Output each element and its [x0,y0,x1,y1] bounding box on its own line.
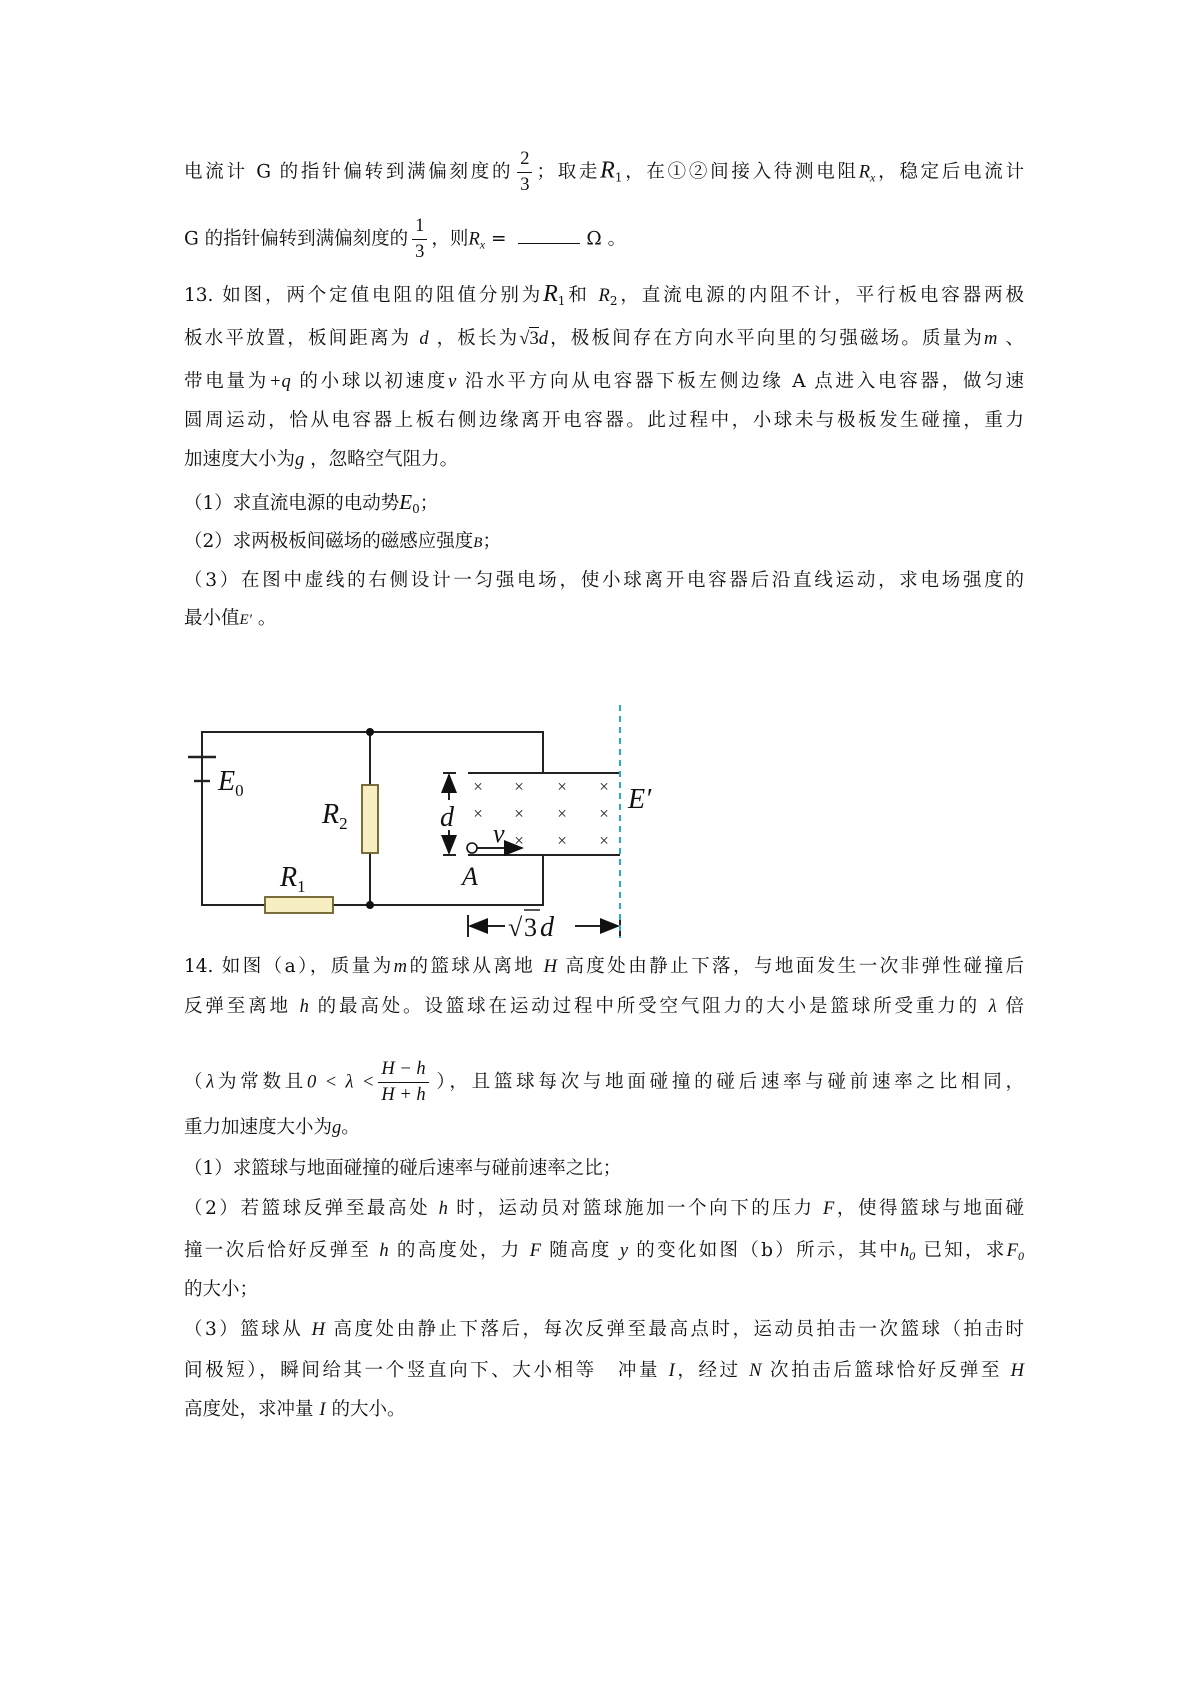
label-v: v [493,819,505,848]
svg-text:3: 3 [524,913,537,942]
sqrt3-d: √3d [519,329,548,349]
svg-text:×: × [557,831,567,850]
q14-part-1: （1）求篮球与地面碰撞的碰后速率与碰前速率之比； [184,1158,622,1179]
wire-to-bottom-plate [370,855,543,905]
q14-part-3-line-1: （3）篮球从 H 高度处由静止下落后，每次反弹至最高点时，运动员拍击一次篮球（拍击时 [184,1319,1024,1340]
q14-line-3: （λ为常数且0 < λ < $\frac{H - h}{H + h}$ ），且篮球每次与地面碰撞的碰后速率与碰前速率之比相同， [184,1057,1024,1108]
q14-part-2-line-1: （2）若篮球反弹至最高处 h 时，运动员对篮球施加一个向下的压力 F，使得篮球与地面碰 [184,1198,1024,1219]
label-e-prime: E′ [628,784,652,815]
q13-part-1: （1）求直流电源的电动势$E_0$； [184,490,439,516]
q13-line-3: 带电量为+q 的小球以初速度v 沿水平方向从电容器下板左侧边缘 A 点进入电容器，做匀速 [184,371,1024,392]
q12-line-2: G 的指针偏转到满偏刻度的 $\frac{1}{3}$ ，则$R_x = \Omega$ 。 [184,214,1024,265]
label-r2: $R_2$ [322,799,348,833]
svg-text:×: × [514,804,524,823]
q13-part-3-line-1: （3）在图中虚线的右侧设计一匀强电场，使小球离开电容器后沿直线运动，求电场强度的 [184,570,1024,591]
ball-start-point [467,843,477,853]
svg-text:×: × [599,831,609,850]
q14-part-3-line-2: 间极短），瞬间给其一个竖直向下、大小相等 冲量 I，经过 N 次拍击后篮球恰好反弹至 H [184,1360,1024,1381]
svg-text:×: × [473,777,483,796]
q13-line-5: 加速度大小为g ，忽略空气阻力。 [184,449,459,470]
label-a: A [462,862,478,891]
label-e0: $E_0$ [218,766,244,800]
svg-text:×: × [557,777,567,796]
junction-node-bottom [366,901,374,909]
q13-line-2: 板水平放置，板间距离为 d ，板长为√3d，极板间存在方向水平向里的匀强磁场。质量为m 、 [184,328,1024,349]
label-sqrt3-d [508,910,555,943]
q14-line-1: 14. 如图（a），质量为m的篮球从离地 H 高度处由静止下落，与地面发生一次非弹性碰撞后 [184,956,1024,977]
q14-part-2-line-2: 撞一次后恰好反弹至 h 的高度处，力 F 随高度 y 的变化如图（b）所示，其中$h_0$ 已知，求$F_0$ [184,1240,1024,1263]
q12-line-1: 电流计 G 的指针偏转到满偏刻度的 $\frac{2}{3}$ ；取走$R_1$，在①②间接入待测电阻$R_x$，稳定后电流计 [184,147,1024,198]
q14-line-2: 反弹至离地 h 的最高处。设篮球在运动过程中所受空气阻力的大小是篮球所受重力的 λ 倍 [184,996,1024,1017]
q14-line-4: 重力加速度大小为g。 [184,1117,360,1138]
resistor-r2 [362,785,378,853]
q14-part-2-line-3: 的大小； [184,1279,259,1300]
wire-to-top-plate [370,732,543,773]
q13-line-1: 13. 如图，两个定值电阻的阻值分别为$R_1$和 $R_2$，直流电源的内阻不计，平行板电容器两极 [184,281,1024,308]
svg-text:√: √ [508,913,523,942]
svg-text:×: × [514,831,524,850]
label-d: d [440,802,454,833]
fraction-one-third: $\frac{1}{3}$ [412,214,427,265]
svg-text:×: × [473,804,483,823]
fraction-h-minus-over-h-plus: $\frac{H - h}{H + h}$ [378,1057,428,1108]
svg-text:×: × [599,804,609,823]
svg-text:d: d [540,912,554,943]
q13-part-3-line-2: 最小值E′ 。 [184,608,277,629]
label-r1: $R_1$ [280,862,306,896]
q14-part-3-line-3: 高度处，求冲量 I 的大小。 [184,1399,406,1420]
junction-node-top [366,728,374,736]
fraction-two-thirds: $\frac{2}{3}$ [517,147,532,198]
svg-text:×: × [599,777,609,796]
svg-text:×: × [557,804,567,823]
resistor-r1 [265,897,333,913]
q13-part-2: （2）求两极板间磁场的磁感应强度B； [184,531,501,552]
q13-line-4: 圆周运动，恰从电容器上板右侧边缘离开电容器。此过程中，小球未与极板发生碰撞，重力 [184,410,1024,431]
svg-text:×: × [514,777,524,796]
